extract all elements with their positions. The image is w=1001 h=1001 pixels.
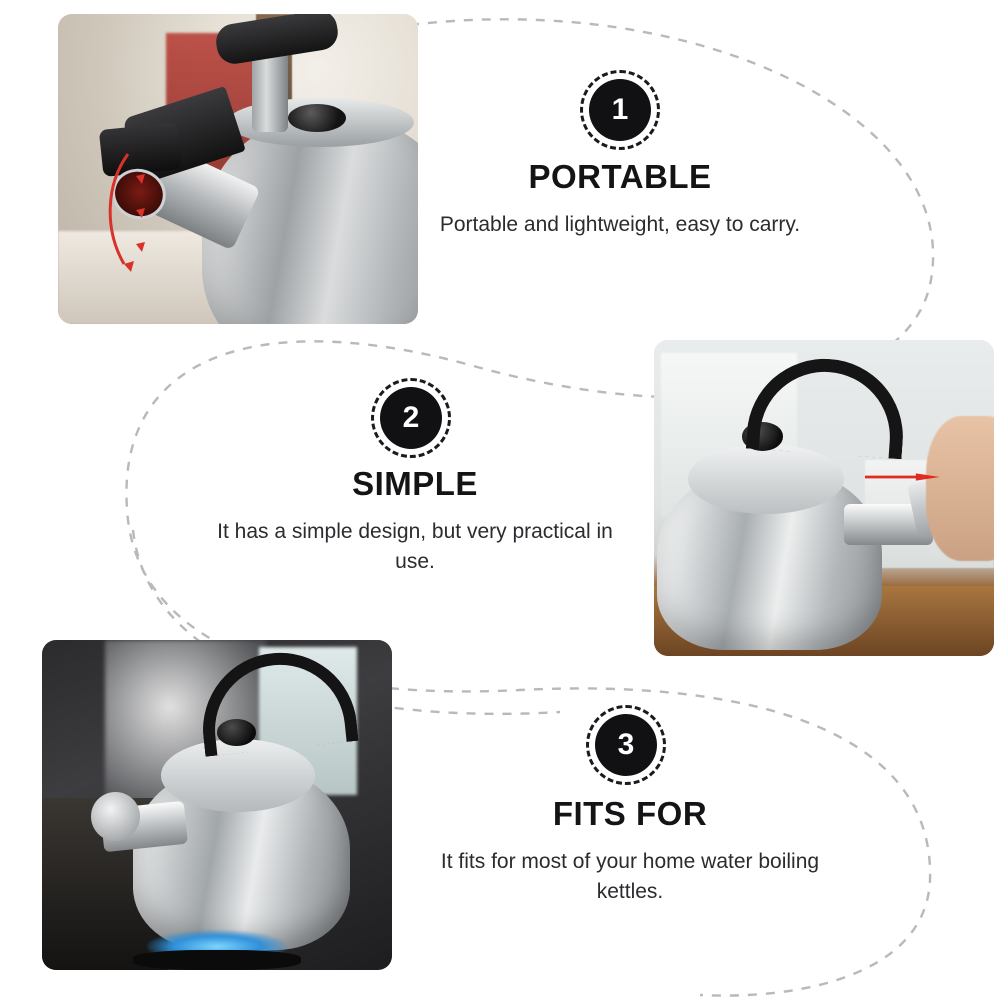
step-1-title: PORTABLE <box>528 158 712 195</box>
step-2-title: SIMPLE <box>352 465 478 502</box>
step-1-photo <box>58 14 418 324</box>
step-3-photo <box>42 640 392 970</box>
step-3-number-badge <box>595 714 657 776</box>
step-3-description: It fits for most of your home water boiling kettles. <box>440 850 820 904</box>
pull-direction-arrow <box>865 473 940 481</box>
step-3-text-block <box>435 795 825 908</box>
hand <box>926 416 994 561</box>
step-1-number: 1 <box>611 93 629 126</box>
step-2-description: It has a simple design, but very practical in use. <box>217 520 613 574</box>
step-1-description: Portable and lightweight, easy to carry. <box>439 213 801 236</box>
step-2-number-badge <box>380 387 442 449</box>
step-2-photo <box>654 340 994 656</box>
rotation-arrow-1 <box>58 14 418 324</box>
step-2-number: 2 <box>402 401 420 434</box>
step-3-title: FITS FOR <box>552 795 708 832</box>
step-3-photo-scene <box>42 640 392 970</box>
step-1-number-badge <box>589 79 651 141</box>
stove-burner <box>133 950 301 970</box>
kettle-shoulder <box>688 444 844 514</box>
step-1-text-block <box>430 158 810 240</box>
step-1-photo-scene <box>58 14 418 324</box>
step-2-photo-scene <box>654 340 994 656</box>
whistle-cap <box>91 792 140 842</box>
step-3-number: 3 <box>617 728 635 761</box>
step-2-text-block <box>215 465 615 578</box>
